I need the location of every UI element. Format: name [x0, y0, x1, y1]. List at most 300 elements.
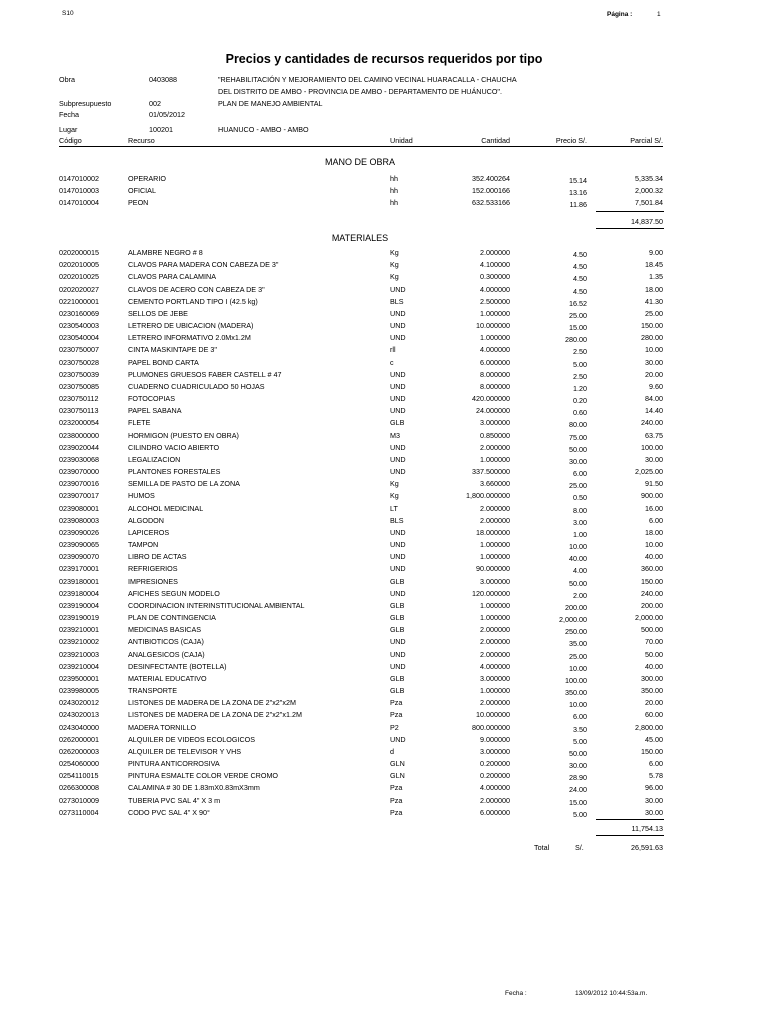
resource-unit: GLN — [390, 759, 405, 769]
resource-quantity: 1.000000 — [480, 552, 510, 562]
resource-name: DESINFECTANTE (BOTELLA) — [128, 661, 227, 671]
resource-unit: UND — [390, 661, 406, 671]
resource-code: 0230540003 — [59, 321, 99, 331]
resource-partial: 5.78 — [649, 771, 663, 781]
resource-partial: 60.00 — [645, 710, 663, 720]
resource-partial: 18.00 — [645, 284, 663, 294]
table-row — [0, 783, 768, 794]
resource-unit: BLS — [390, 515, 404, 525]
resource-partial: 30.00 — [645, 357, 663, 367]
resource-price: 2.00 — [573, 590, 587, 600]
resource-price: 1.20 — [573, 383, 587, 393]
resource-name: CLAVOS PARA CALAMINA — [128, 272, 217, 282]
resource-unit: Pza — [390, 698, 403, 708]
resource-partial: 300.00 — [641, 673, 663, 683]
resource-unit: UND — [390, 467, 406, 477]
resource-unit: M3 — [390, 430, 400, 440]
resource-price: 4.50 — [573, 250, 587, 259]
resource-name: MADERA TORNILLO — [128, 722, 197, 732]
resource-quantity: 3.000000 — [480, 746, 510, 756]
resource-price: 40.00 — [569, 554, 587, 564]
resource-quantity: 4.100000 — [480, 260, 510, 270]
resource-price: 16.52 — [569, 298, 587, 308]
resource-partial: 40.00 — [645, 552, 663, 562]
resource-quantity: 2.000000 — [480, 625, 510, 635]
resource-partial: 2,000.00 — [635, 613, 663, 623]
resource-quantity: 0.200000 — [480, 759, 510, 769]
table-row — [0, 467, 768, 478]
resource-quantity: 6.000000 — [480, 357, 510, 367]
resource-price: 0.60 — [573, 408, 587, 418]
resource-price: 350.00 — [565, 688, 587, 698]
resource-name: CEMENTO PORTLAND TIPO I (42.5 kg) — [128, 296, 258, 306]
resource-price: 250.00 — [565, 627, 587, 637]
resource-unit: UND — [390, 540, 406, 550]
table-row — [0, 370, 768, 381]
obra-label: Obra — [59, 75, 75, 84]
resource-partial: 5,335.34 — [635, 174, 663, 183]
resource-partial: 150.00 — [641, 321, 663, 331]
resource-unit: UND — [390, 284, 406, 294]
resource-unit: c — [390, 357, 394, 367]
table-row — [0, 552, 768, 563]
table-row — [0, 333, 768, 344]
resource-price: 200.00 — [565, 602, 587, 612]
resource-partial: 25.00 — [645, 308, 663, 318]
resource-code: 0202010025 — [59, 272, 99, 282]
resource-partial: 150.00 — [641, 576, 663, 586]
resource-unit: UND — [390, 442, 406, 452]
resource-name: TUBERIA PVC SAL 4" X 3 m — [128, 795, 221, 805]
resource-partial: 63.75 — [645, 430, 663, 440]
resource-name: LETRERO INFORMATIVO 2.0Mx1.2M — [128, 333, 251, 343]
resource-price: 10.00 — [569, 700, 587, 710]
resource-price: 4.50 — [573, 262, 587, 272]
resource-name: ALQUILER DE TELEVISOR Y VHS — [128, 746, 242, 756]
resource-name: LISTONES DE MADERA DE LA ZONA DE 2"x2"x2M — [128, 698, 296, 708]
table-row — [0, 808, 768, 819]
resource-partial: 30.00 — [645, 807, 663, 817]
resource-quantity: 10.000000 — [476, 321, 510, 331]
resource-unit: UND — [390, 588, 406, 598]
table-row — [0, 601, 768, 612]
resource-price: 15.00 — [569, 797, 587, 807]
resource-unit: BLS — [390, 296, 404, 306]
resource-name: ANTIBIOTICOS (CAJA) — [128, 637, 204, 647]
resource-price: 1.00 — [573, 529, 587, 539]
resource-quantity: 2.000000 — [480, 649, 510, 659]
table-row — [0, 589, 768, 600]
resource-unit: UND — [390, 321, 406, 331]
table-row — [0, 735, 768, 746]
resource-quantity: 2.000000 — [480, 698, 510, 708]
page-number: 1 — [657, 11, 661, 18]
table-row — [0, 747, 768, 758]
resource-name: PAPEL SABANA — [128, 406, 182, 416]
col-header-price: Precio S/. — [555, 136, 587, 145]
table-row — [0, 674, 768, 685]
table-row — [0, 345, 768, 356]
subpresupuesto-label: Subpresupuesto — [59, 99, 112, 108]
table-row — [0, 504, 768, 515]
resource-quantity: 2.000000 — [480, 503, 510, 513]
resource-quantity: 4.000000 — [480, 345, 510, 355]
resource-partial: 16.00 — [645, 503, 663, 513]
fecha-label: Fecha — [59, 110, 79, 119]
resource-price: 5.00 — [573, 359, 587, 369]
resource-unit: UND — [390, 394, 406, 404]
resource-unit: GLB — [390, 418, 405, 428]
resource-quantity: 1.000000 — [480, 333, 510, 343]
table-row — [0, 540, 768, 551]
resource-name: HORMIGON (PUESTO EN OBRA) — [128, 430, 239, 440]
resource-code: 0239180004 — [59, 588, 99, 598]
col-header-unit: Unidad — [390, 136, 413, 145]
resource-price: 28.90 — [569, 773, 587, 783]
table-row — [0, 297, 768, 308]
resource-unit: UND — [390, 308, 406, 318]
resource-partial: 6.00 — [649, 515, 663, 525]
resource-price: 50.00 — [569, 444, 587, 454]
resource-partial: 500.00 — [641, 625, 663, 635]
resource-quantity: 1.000000 — [480, 308, 510, 318]
resource-quantity: 1.000000 — [480, 686, 510, 696]
resource-quantity: 90.000000 — [476, 564, 510, 574]
resource-code: 0230540004 — [59, 333, 99, 343]
resource-price: 3.00 — [573, 517, 587, 527]
resource-unit: GLB — [390, 613, 405, 623]
table-row — [0, 564, 768, 575]
resource-quantity: 632.533166 — [472, 198, 510, 208]
resource-partial: 1.35 — [649, 272, 663, 282]
resource-partial: 91.50 — [645, 479, 663, 489]
resource-price: 0.20 — [573, 396, 587, 406]
resource-code: 0243020012 — [59, 698, 99, 708]
resource-unit: UND — [390, 454, 406, 464]
resource-name: OPERARIO — [128, 174, 166, 183]
resource-unit: UND — [390, 637, 406, 647]
resource-unit: UND — [390, 381, 406, 391]
resource-price: 11.86 — [569, 200, 587, 210]
lugar-code: 100201 — [149, 125, 173, 134]
resource-price: 80.00 — [569, 420, 587, 430]
resource-unit: UND — [390, 564, 406, 574]
lugar-description: HUANUCO - AMBO - AMBO — [218, 125, 309, 134]
resource-unit: P2 — [390, 722, 399, 732]
table-row — [0, 174, 768, 185]
header-rule — [59, 146, 663, 147]
resource-name: TAMPON — [128, 540, 159, 550]
resource-price: 280.00 — [565, 335, 587, 345]
resource-unit: UND — [390, 552, 406, 562]
subtotal-rule-bottom-mano-de-obra — [596, 228, 664, 229]
resource-partial: 96.00 — [645, 783, 663, 793]
obra-code: 0403088 — [149, 75, 177, 84]
table-row — [0, 272, 768, 283]
resource-name: ALGODON — [128, 515, 164, 525]
resource-name: TRANSPORTE — [128, 686, 177, 696]
resource-code: 0239210003 — [59, 649, 99, 659]
table-row — [0, 479, 768, 490]
resource-code: 0243040000 — [59, 722, 99, 732]
table-row — [0, 358, 768, 369]
resource-name: CINTA MASKINTAPE DE 3" — [128, 345, 217, 355]
resource-code: 0239070017 — [59, 491, 99, 501]
resource-price: 35.00 — [569, 639, 587, 649]
resource-code: 0266300008 — [59, 783, 99, 793]
resource-code: 0239210002 — [59, 637, 99, 647]
resource-name: OFICIAL — [128, 186, 156, 196]
resource-name: HUMOS — [128, 491, 155, 501]
table-row — [0, 637, 768, 648]
resource-quantity: 152.000166 — [472, 186, 510, 196]
resource-price: 6.00 — [573, 469, 587, 479]
resource-code: 0239180001 — [59, 576, 99, 586]
resource-quantity: 4.000000 — [480, 661, 510, 671]
resource-code: 0239070016 — [59, 479, 99, 489]
footer-fecha-label: Fecha : — [505, 990, 527, 997]
table-row — [0, 528, 768, 539]
table-row — [0, 698, 768, 709]
table-row — [0, 443, 768, 454]
resource-code: 0239190004 — [59, 600, 99, 610]
table-row — [0, 577, 768, 588]
resource-code: 0254060000 — [59, 759, 99, 769]
resource-partial: 2,800.00 — [635, 722, 663, 732]
table-row — [0, 771, 768, 782]
resource-code: 0230750039 — [59, 369, 99, 379]
resource-code: 0239210004 — [59, 661, 99, 671]
resource-code: 0239190019 — [59, 613, 99, 623]
resource-unit: hh — [390, 174, 398, 183]
table-row — [0, 455, 768, 466]
resource-unit: GLB — [390, 576, 405, 586]
table-row — [0, 248, 768, 259]
resource-price: 8.00 — [573, 505, 587, 515]
resource-quantity: 3.660000 — [480, 479, 510, 489]
resource-name: ALCOHOL MEDICINAL — [128, 503, 204, 513]
resource-name: PLUMONES GRUESOS FABER CASTELL # 47 — [128, 369, 282, 379]
subtotal-rule-bottom-materiales — [596, 835, 664, 836]
lugar-label: Lugar — [59, 125, 78, 134]
resource-name: PEON — [128, 198, 149, 208]
report-title: Precios y cantidades de recursos requeridos por tipo — [225, 52, 543, 66]
resource-partial: 6.00 — [649, 759, 663, 769]
resource-name: ALAMBRE NEGRO # 8 — [128, 248, 203, 257]
resource-unit: GLB — [390, 673, 405, 683]
resource-quantity: 0.850000 — [480, 430, 510, 440]
resource-price: 50.00 — [569, 578, 587, 588]
subtotal-rule-materiales — [596, 819, 664, 820]
resource-code: 0221000001 — [59, 296, 99, 306]
resource-price: 5.00 — [573, 809, 587, 819]
table-row — [0, 796, 768, 807]
resource-partial: 18.45 — [645, 260, 663, 270]
resource-code: 0239980005 — [59, 686, 99, 696]
resource-code: 0202010005 — [59, 260, 99, 270]
subtotal-rule-mano-de-obra — [596, 211, 664, 212]
resource-price: 25.00 — [569, 651, 587, 661]
table-row — [0, 710, 768, 721]
resource-code: 0230160069 — [59, 308, 99, 318]
resource-partial: 30.00 — [645, 795, 663, 805]
resource-name: MATERIAL EDUCATIVO — [128, 673, 207, 683]
resource-unit: UND — [390, 406, 406, 416]
resource-price: 30.00 — [569, 761, 587, 771]
col-header-partial: Parcial S/. — [630, 136, 663, 145]
resource-partial: 14.40 — [645, 406, 663, 416]
table-row — [0, 260, 768, 271]
resource-price: 2.50 — [573, 347, 587, 357]
resource-unit: UND — [390, 369, 406, 379]
resource-name: ANALGESICOS (CAJA) — [128, 649, 205, 659]
table-row — [0, 418, 768, 429]
resource-name: FOTOCOPIAS — [128, 394, 175, 404]
obra-description-1: "REHABILITACIÓN Y MEJORAMIENTO DEL CAMINO VECINAL HUARACALLA - CHAUCHA — [218, 75, 517, 84]
resource-quantity: 4.000000 — [480, 783, 510, 793]
resource-price: 75.00 — [569, 432, 587, 442]
resource-unit: hh — [390, 186, 398, 196]
subtotal-mano-de-obra: 14,837.50 — [631, 217, 663, 226]
resource-partial: 84.00 — [645, 394, 663, 404]
resource-unit: hh — [390, 198, 398, 208]
resource-partial: 7,501.84 — [635, 198, 663, 208]
resource-name: SELLOS DE JEBE — [128, 308, 188, 318]
resource-name: CILINDRO VACIO ABIERTO — [128, 442, 220, 452]
resource-quantity: 1.000000 — [480, 600, 510, 610]
resource-partial: 45.00 — [645, 734, 663, 744]
resource-quantity: 2.000000 — [480, 442, 510, 452]
resource-price: 2,000.00 — [559, 615, 587, 625]
table-row — [0, 662, 768, 673]
resource-quantity: 3.000000 — [480, 576, 510, 586]
resource-price: 6.00 — [573, 712, 587, 722]
subtotal-materiales: 11,754.13 — [631, 824, 663, 833]
resource-partial: 9.00 — [649, 248, 663, 257]
resource-quantity: 3.000000 — [480, 418, 510, 428]
table-row — [0, 613, 768, 624]
table-row — [0, 723, 768, 734]
resource-partial: 360.00 — [641, 564, 663, 574]
resource-partial: 2,025.00 — [635, 467, 663, 477]
resource-unit: GLB — [390, 600, 405, 610]
resource-code: 0239090070 — [59, 552, 99, 562]
table-row — [0, 321, 768, 332]
resource-code: 0230750028 — [59, 357, 99, 367]
resource-name: IMPRESIONES — [128, 576, 178, 586]
resource-partial: 30.00 — [645, 454, 663, 464]
resource-quantity: 120.000000 — [472, 588, 510, 598]
resource-unit: Kg — [390, 272, 399, 282]
table-row — [0, 309, 768, 320]
resource-code: 0147010003 — [59, 186, 99, 196]
resource-unit: Kg — [390, 491, 399, 501]
resource-price: 50.00 — [569, 748, 587, 758]
resource-quantity: 0.200000 — [480, 771, 510, 781]
table-row — [0, 382, 768, 393]
resource-code: 0243020013 — [59, 710, 99, 720]
resource-quantity: 2.000000 — [480, 637, 510, 647]
table-row — [0, 394, 768, 405]
resource-price: 0.50 — [573, 493, 587, 503]
resource-partial: 2,000.32 — [635, 186, 663, 196]
resource-unit: GLB — [390, 625, 405, 635]
resource-quantity: 3.000000 — [480, 673, 510, 683]
resource-unit: Pza — [390, 795, 403, 805]
resource-unit: Kg — [390, 260, 399, 270]
footer-fecha-value: 13/09/2012 10:44:53a.m. — [575, 990, 648, 997]
resource-quantity: 8.000000 — [480, 381, 510, 391]
resource-unit: Pza — [390, 807, 403, 817]
resource-name: CODO PVC SAL 4" X 90° — [128, 807, 210, 817]
col-header-qty: Cantidad — [481, 136, 510, 145]
resource-price: 15.00 — [569, 323, 587, 333]
subpresupuesto-code: 002 — [149, 99, 161, 108]
resource-price: 25.00 — [569, 310, 587, 320]
resource-name: LETRERO DE UBICACION (MADERA) — [128, 321, 254, 331]
resource-code: 0239090065 — [59, 540, 99, 550]
table-row — [0, 186, 768, 197]
resource-quantity: 24.000000 — [476, 406, 510, 416]
resource-price: 10.00 — [569, 542, 587, 552]
resource-code: 0239170001 — [59, 564, 99, 574]
resource-partial: 100.00 — [641, 442, 663, 452]
resource-partial: 9.60 — [649, 381, 663, 391]
resource-unit: UND — [390, 649, 406, 659]
resource-unit: GLN — [390, 771, 405, 781]
resource-name: LISTONES DE MADERA DE LA ZONA DE 2"x2"x1.2M — [128, 710, 302, 720]
resource-partial: 70.00 — [645, 637, 663, 647]
resource-unit: LT — [390, 503, 398, 513]
resource-name: CLAVOS DE ACERO CON CABEZA DE 3" — [128, 284, 265, 294]
resource-quantity: 1.000000 — [480, 540, 510, 550]
resource-price: 4.50 — [573, 274, 587, 284]
resource-code: 0230750112 — [59, 394, 99, 404]
resource-price: 15.14 — [569, 176, 587, 185]
resource-partial: 18.00 — [645, 527, 663, 537]
table-row — [0, 285, 768, 296]
resource-quantity: 352.400264 — [472, 174, 510, 183]
total-value: 26,591.63 — [631, 843, 663, 852]
resource-quantity: 1,800.000000 — [466, 491, 510, 501]
resource-price: 13.16 — [569, 188, 587, 198]
table-row — [0, 491, 768, 502]
resource-unit: UND — [390, 734, 406, 744]
resource-code: 0230750007 — [59, 345, 99, 355]
resource-partial: 240.00 — [641, 588, 663, 598]
resource-partial: 41.30 — [645, 296, 663, 306]
resource-partial: 10.00 — [645, 540, 663, 550]
section-title-materiales: MATERIALES — [331, 233, 389, 243]
resource-name: PINTURA ESMALTE COLOR VERDE CROMO — [128, 771, 279, 781]
table-row — [0, 625, 768, 636]
resource-partial: 20.00 — [645, 698, 663, 708]
resource-partial: 150.00 — [641, 746, 663, 756]
resource-price: 24.00 — [569, 785, 587, 795]
resource-unit: UND — [390, 333, 406, 343]
resource-code: 0262000001 — [59, 734, 99, 744]
table-row — [0, 686, 768, 697]
resource-quantity: 337.500000 — [472, 467, 510, 477]
resource-name: PLANTONES FORESTALES — [128, 467, 221, 477]
resource-partial: 280.00 — [641, 333, 663, 343]
resource-price: 4.50 — [573, 286, 587, 296]
resource-unit: Pza — [390, 783, 403, 793]
resource-partial: 350.00 — [641, 686, 663, 696]
resource-name: LIBRO DE ACTAS — [128, 552, 187, 562]
resource-unit: Kg — [390, 248, 399, 257]
subpresupuesto-description: PLAN DE MANEJO AMBIENTAL — [218, 99, 323, 108]
